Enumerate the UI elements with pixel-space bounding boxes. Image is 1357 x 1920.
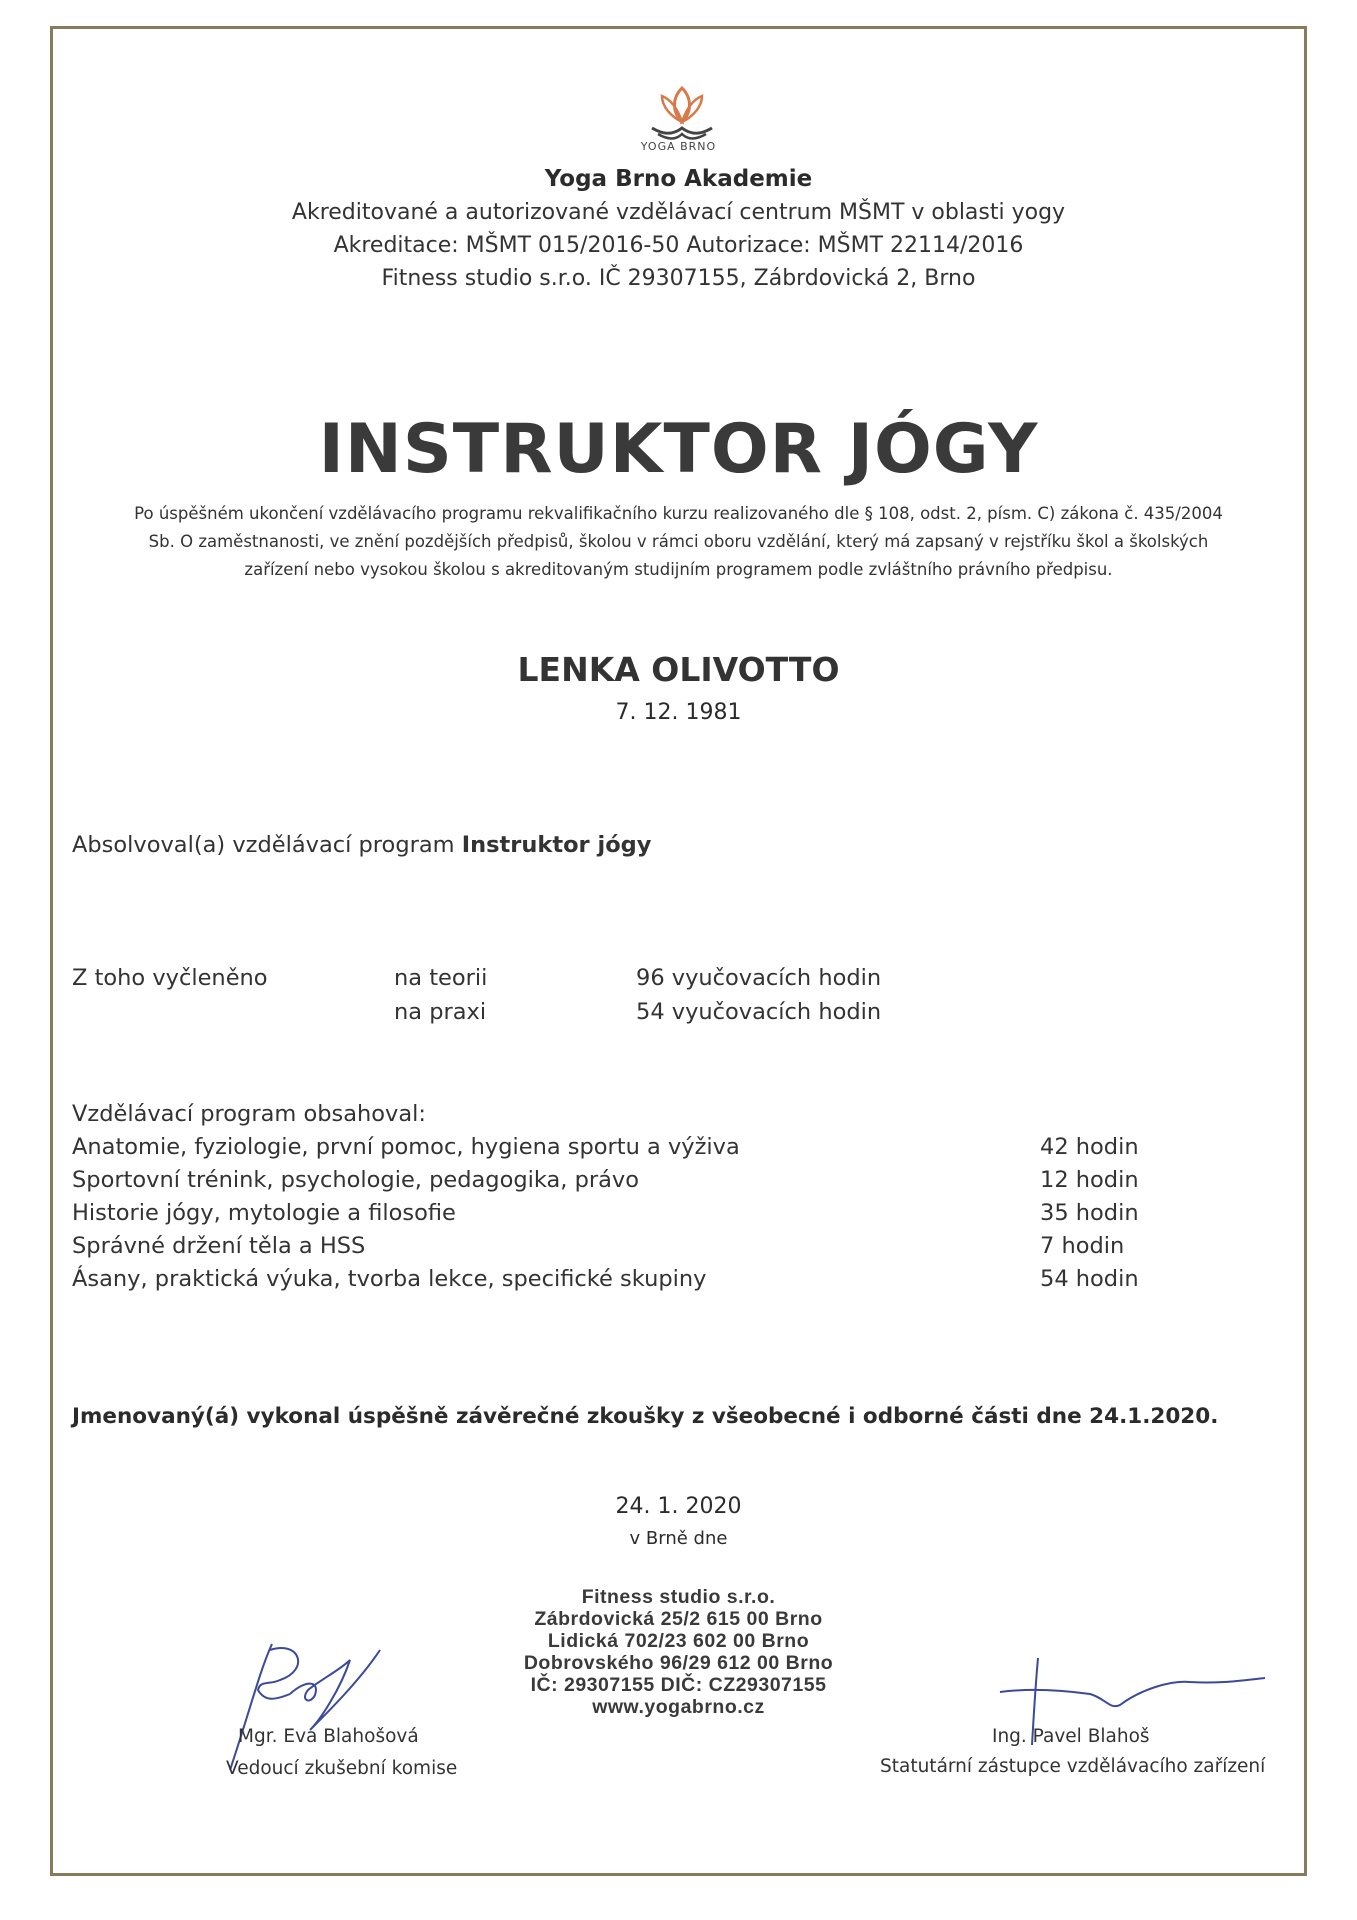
person-name: LENKA OLIVOTTO	[517, 650, 840, 689]
certificate-title: INSTRUKTOR JÓGY	[318, 410, 1039, 489]
subject-item: Ásany, praktická výuka, tvorba lekce, specifické skupiny	[72, 1266, 707, 1292]
issue-place: v Brně dne	[629, 1528, 728, 1549]
legal-line: Po úspěšném ukončení vzdělávacího programu rekvalifikačního kurzu realizovaného dle § 108, odst. 2, písm. C) zákona č. 435/2004	[134, 504, 1223, 523]
signatory-left-role: Vedoucí zkušební komise	[226, 1758, 458, 1779]
subject-hours: 35 hodin	[1040, 1200, 1139, 1226]
hours-split-label: Z toho vyčleněno	[72, 965, 268, 991]
subject-item: Správné držení těla a HSS	[72, 1233, 366, 1259]
issue-date: 24. 1. 2020	[615, 1494, 742, 1519]
completed-prefix: Absolvoval(a) vzdělávací program	[72, 832, 462, 858]
stamp-line: IČ: 29307155 DIČ: CZ29307155	[530, 1674, 827, 1696]
subject-item: Historie jógy, mytologie a filosofie	[72, 1200, 456, 1226]
completed-program	[72, 832, 651, 858]
hours-practice: 54 vyučovacích hodin	[636, 999, 882, 1025]
company-info: Fitness studio s.r.o. IČ 29307155, Zábrdovická 2, Brno	[381, 266, 976, 291]
logo-text: YOGA BRNO	[640, 140, 717, 153]
stamp-line: Zábrdovická 25/2 615 00 Brno	[534, 1608, 823, 1630]
accreditation-numbers: Akreditace: MŠMT 015/2016-50 Autorizace: MŠMT 22114/2016	[333, 233, 1024, 258]
subject-item: Sportovní trénink, psychologie, pedagogika, právo	[72, 1167, 639, 1193]
hours-theory: 96 vyučovacích hodin	[636, 965, 882, 991]
subject-hours: 7 hodin	[1040, 1233, 1125, 1259]
subject-hours: 54 hodin	[1040, 1266, 1139, 1292]
signatory-left-name: Mgr. Eva Blahošová	[238, 1726, 419, 1747]
stamp-line: www.yogabrno.cz	[592, 1696, 765, 1718]
subject-item: Anatomie, fyziologie, první pomoc, hygiena sportu a výživa	[72, 1134, 740, 1160]
stamp-line: Fitness studio s.r.o.	[581, 1586, 776, 1608]
legal-line: zařízení nebo vysokou školou s akreditovaným studijním programem podle zvláštního právního předpisu.	[244, 560, 1113, 579]
stamp-line: Dobrovského 96/29 612 00 Brno	[523, 1652, 834, 1674]
signatory-right-name: Ing. Pavel Blahoš	[992, 1726, 1150, 1747]
legal-line: Sb. O zaměstnanosti, ve znění pozdějších předpisů, školou v rámci oboru vzdělání, který má zapsaný v rejstříku škol a školských	[148, 532, 1209, 551]
legal-text	[70, 500, 1287, 584]
date-of-birth: 7. 12. 1981	[615, 700, 742, 725]
subject-hours: 12 hodin	[1040, 1167, 1139, 1193]
signatory-right-role: Statutární zástupce vzdělávacího zařízení	[880, 1756, 1266, 1777]
subject-hours: 42 hodin	[1040, 1134, 1139, 1160]
program-name: Instruktor jógy	[461, 832, 652, 858]
accreditation-line: Akreditované a autorizované vzdělávací centrum MŠMT v oblasti yogy	[291, 200, 1066, 225]
hours-type-theory: na teorii	[394, 965, 488, 991]
academy-name: Yoga Brno Akademie	[544, 166, 813, 192]
hours-type-practice: na praxi	[394, 999, 487, 1025]
program-content-heading: Vzdělávací program obsahoval:	[72, 1101, 426, 1127]
stamp-line: Lidická 702/23 602 00 Brno	[547, 1630, 810, 1652]
exam-statement: Jmenovaný(á) vykonal úspěšně závěrečné zkoušky z všeobecné i odborné části dne 24.1.2020.	[72, 1404, 1219, 1429]
